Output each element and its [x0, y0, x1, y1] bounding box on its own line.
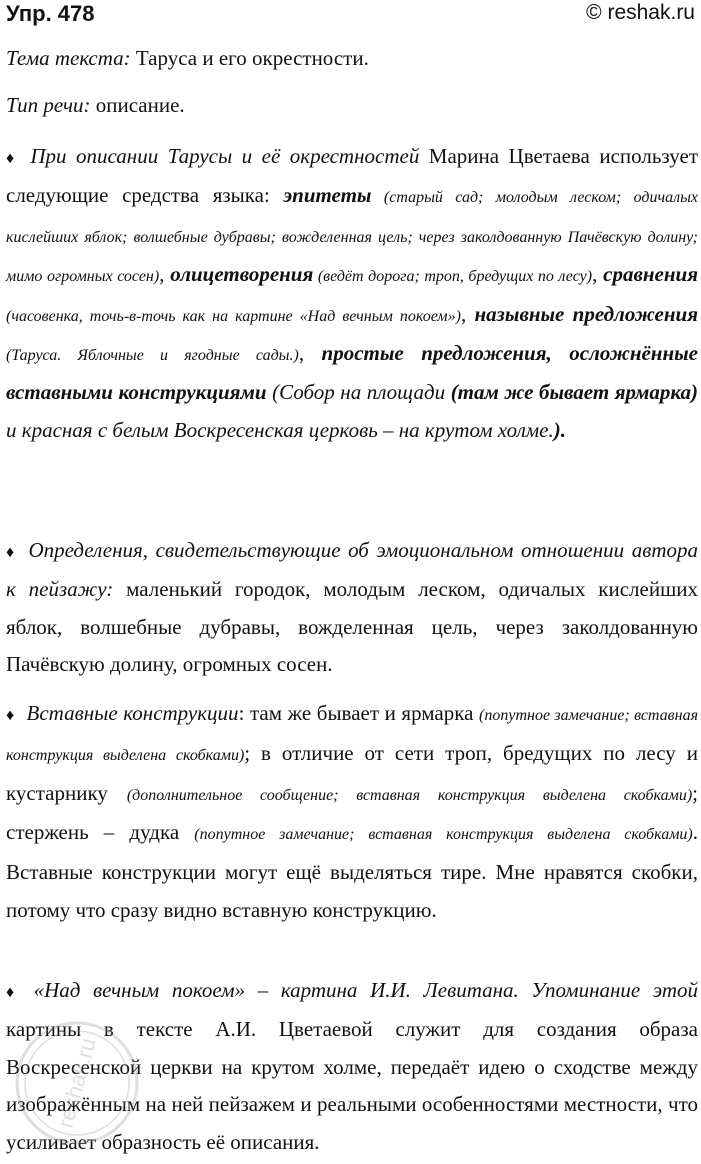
p1-example-insert: (там же бывает ярмарка)	[450, 380, 698, 405]
speech-type-value: описание.	[95, 93, 185, 117]
p1-personification-term: олицетворения	[170, 262, 314, 287]
p1-nominative-term: назывные предложения	[474, 301, 699, 326]
p1-text: Марина Цветаева использует следующие средства языка:	[6, 144, 698, 208]
p3-note-1: (попутное замечание; вставная конструкция выделена скобками)	[6, 707, 699, 764]
bullet-icon: ♦	[6, 707, 15, 724]
p1-closing: ).	[553, 417, 566, 442]
paragraph-definitions	[6, 532, 698, 684]
paragraph-painting	[6, 972, 698, 1161]
p1-personification-examples: (ведёт дорога; троп, бредущих по лесу)	[313, 268, 593, 286]
p1-epithets-term: эпитеты	[283, 183, 372, 208]
p3-note-3: (попутное замечание; вставная конструкция выделена скобками)	[194, 826, 693, 844]
p2-intro: Определения, свидетельствующие об эмоциональном отношении автора к пейзажу:	[6, 538, 698, 602]
p3-intro: Вставные конструкции	[26, 701, 239, 725]
p3-text-4: . Вставные конструкции могут ещё выделяться тире. Мне нравятся скобки, потому что сразу видно вставную конструкцию.	[6, 820, 698, 922]
paragraph-inserted-constructions	[6, 695, 698, 930]
site-credit[interactable]: © reshak.ru	[586, 1, 695, 24]
exercise-title: Упр. 478	[6, 1, 95, 26]
page-header	[0, 0, 701, 30]
p4-text: картины в тексте А.И. Цветаевой служит для создания образа Воскресенской церкви на крутом холме, передаёт идею о сходстве между изображённым на ней пейзажем и реальными особенностями местности, что усиливает образность её описания.	[6, 1017, 698, 1154]
theme-value: Таруса и его окрестности.	[135, 46, 369, 70]
p2-text: маленький городок, молодым леском, одичалых кислейших яблок, волшебные дубравы, вожделенная цель, через заколдованную Пачёвскую долину, огромных сосен.	[6, 577, 698, 677]
p1-separator: ,	[592, 262, 604, 287]
p1-separator: ,	[298, 341, 322, 366]
p1-example-end: и красная с белым Воскресенская церковь – на крутом холме.	[6, 417, 554, 442]
p3-note-2: (дополнительное сообщение; вставная конструкция выделена скобками)	[126, 786, 693, 804]
bullet-icon: ♦	[6, 544, 17, 561]
p1-example-start: (Собор на площади	[266, 380, 451, 405]
p1-intro: При описании Тарусы и её окрестностей	[30, 144, 420, 168]
p1-comparison-examples: (часовенка, точь-в-точь как на картине «Над вечным покоем»)	[6, 307, 461, 325]
p1-comparison-term: сравнения	[603, 262, 699, 287]
p1-simple-sentences-term: простые предложения, осложнённые вставными конструкциями	[6, 341, 699, 405]
p1-epithets-examples: (старый сад; молодым леском; одичалых кислейших яблок; волшебные дубравы; вожделенная цель; через заколдованную Пачёвскую долину; мимо огромных сосен)	[6, 189, 699, 286]
p1-separator: ,	[460, 301, 475, 326]
p4-intro: «Над вечным покоем» – картина И.И. Левитана. Упоминание этой	[33, 978, 699, 1002]
watermark-text: reshak.ru	[52, 1035, 101, 1131]
p3-text-2: ; в отличие от сети троп, бредущих по лесу и кустарнику	[6, 740, 698, 805]
p3-text-1: : там же бывает и ярмарка	[238, 701, 480, 725]
p1-nominative-examples: (Таруса. Яблочные и ягодные сады.)	[6, 347, 299, 365]
bullet-icon: ♦	[6, 984, 22, 1001]
bullet-icon: ♦	[6, 150, 19, 167]
speech-type-label: Тип речи:	[6, 93, 91, 117]
paragraph-language-means	[6, 138, 698, 449]
text-theme-line	[6, 46, 369, 71]
p3-text-3: ; стержень – дудка	[6, 780, 698, 845]
p1-separator: ,	[159, 262, 171, 287]
theme-label: Тема текста:	[6, 46, 131, 70]
speech-type-line	[6, 93, 185, 118]
